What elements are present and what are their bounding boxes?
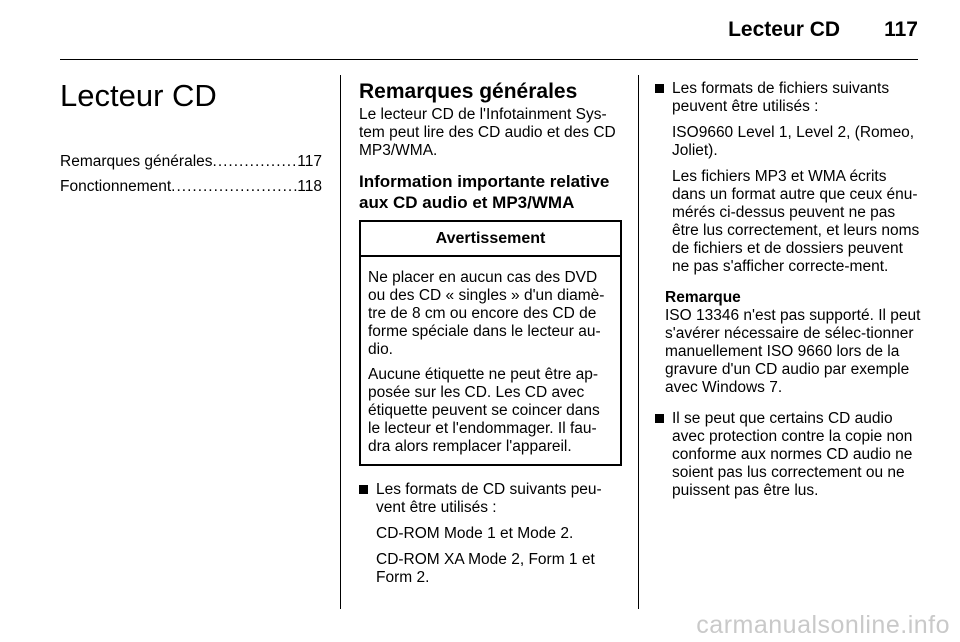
warning-paragraph: Ne placer en aucun cas des DVD ou des CD « singles » d'un diamè-tre de 8 cm ou encore des CD de forme spéciale dans le lecteur au-dio. bbox=[368, 269, 605, 358]
section-intro: Le lecteur CD de l'Infotainment Sys-tem peut lire des CD audio et des CD MP3/WMA. bbox=[359, 106, 616, 159]
running-header bbox=[728, 18, 918, 42]
section-title: Remarques générales bbox=[359, 80, 578, 103]
warning-box bbox=[359, 220, 622, 466]
column-divider-right bbox=[638, 75, 639, 609]
bullet-item bbox=[359, 481, 622, 587]
watermark: carmanualsonline.info bbox=[696, 611, 950, 639]
bullet-square-icon bbox=[655, 84, 664, 93]
page-number: 117 bbox=[884, 18, 918, 41]
bullet-text: Les fichiers MP3 et WMA écrits dans un format autre que ceux énu-mérés ci-dessus peuvent ne pas être lus correctement, et leurs noms de fichiers et de dossiers peuvent ne pas s'afficher correcte-ment. bbox=[672, 168, 920, 275]
column-3 bbox=[655, 80, 922, 500]
toc-page: 118 bbox=[297, 178, 322, 195]
bullet-square-icon bbox=[359, 485, 368, 494]
header-rule bbox=[60, 59, 918, 60]
warning-body bbox=[361, 257, 620, 464]
toc-entry[interactable] bbox=[60, 174, 322, 199]
bullet-text: Les formats de CD suivants peu-vent être utilisés : bbox=[376, 481, 602, 516]
toc-page: 117 bbox=[297, 153, 322, 170]
bullet-item bbox=[655, 80, 922, 276]
bullet-text: ISO9660 Level 1, Level 2, (Romeo, Joliet). bbox=[672, 124, 915, 159]
bullet-item bbox=[655, 410, 922, 500]
chapter-title: Lecteur CD bbox=[60, 78, 217, 113]
toc-label: Remarques générales bbox=[60, 153, 213, 170]
subsection-title: Information importante relative aux CD audio et MP3/WMA bbox=[359, 172, 610, 212]
warning-paragraph: Aucune étiquette ne peut être ap-posée sur les CD. Les CD avec étiquette peuvent se coincer dans le lecteur et l'endommager. Il fau-dra alors remplacer l'appareil. bbox=[368, 366, 600, 455]
toc-leader bbox=[171, 174, 297, 199]
bullet-square-icon bbox=[655, 414, 664, 423]
column-divider-left bbox=[340, 75, 341, 609]
toc-label: Fonctionnement bbox=[60, 178, 172, 195]
note-text: ISO 13346 n'est pas supporté. Il peut s'avérer nécessaire de sélec-tionner manuellement ISO 9660 lors de la gravure d'un CD audio par exemple avec Windows 7. bbox=[665, 307, 921, 396]
bullet-text: CD-ROM XA Mode 2, Form 1 et Form 2. bbox=[376, 551, 595, 586]
warning-title: Avertissement bbox=[361, 222, 620, 257]
bullet-text: CD-ROM Mode 1 et Mode 2. bbox=[376, 525, 574, 542]
bullet-text: Il se peut que certains CD audio avec protection contre la copie non conforme aux normes CD audio ne soient pas lus correctement ou ne puissent pas être lus. bbox=[672, 410, 913, 499]
header-title: Lecteur CD bbox=[728, 18, 841, 41]
note-block bbox=[655, 289, 922, 397]
toc-leader bbox=[213, 149, 298, 174]
toc-entry[interactable] bbox=[60, 149, 322, 174]
note-label: Remarque bbox=[665, 289, 741, 306]
column-1 bbox=[60, 78, 322, 199]
column-2 bbox=[359, 80, 622, 587]
bullet-text: Les formats de fichiers suivants peuvent être utilisés : bbox=[672, 80, 890, 115]
